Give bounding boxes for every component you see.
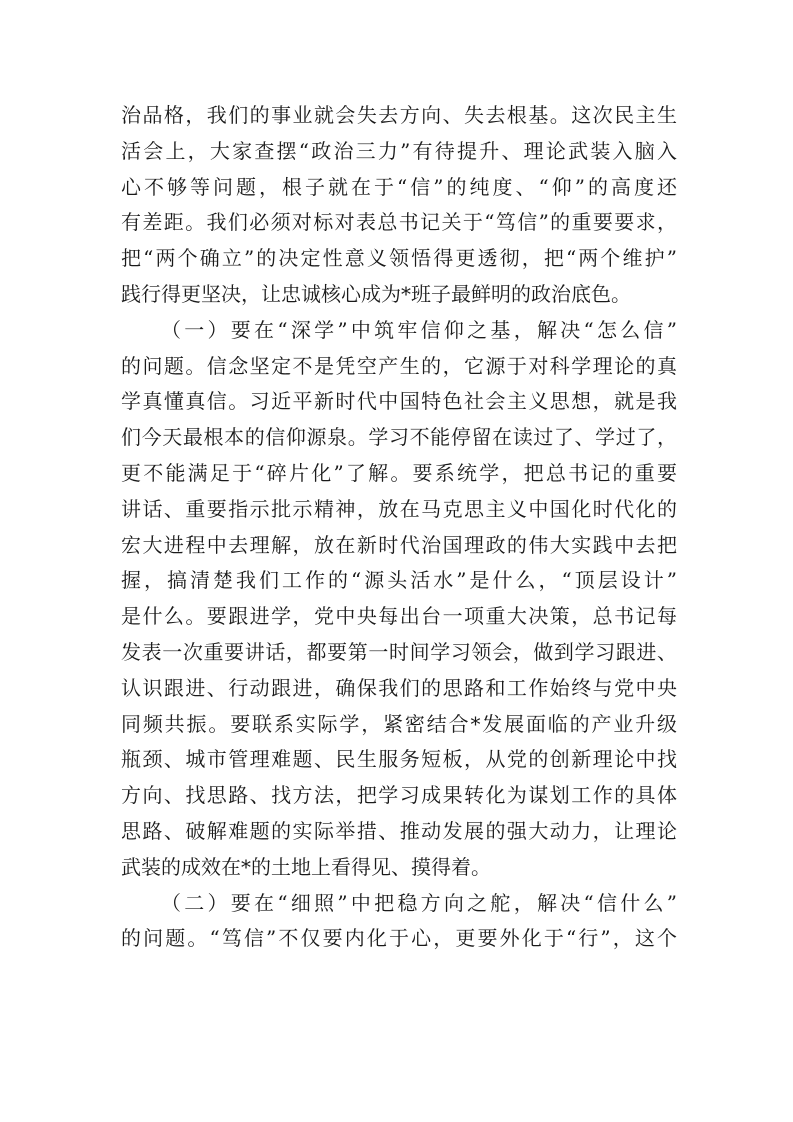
- text-line: 认识跟进、行动跟进，确保我们的思路和工作始终与党中央: [121, 675, 677, 700]
- section-heading-line: （二）要在“细照”中把稳方向之舵，解决“信什么”: [161, 890, 677, 915]
- text-line: 同频共振。要联系实际学，紧密结合*发展面临的产业升级: [121, 711, 677, 736]
- text-line: 们今天最根本的信仰源泉。学习不能停留在读过了、学过了，: [121, 425, 677, 450]
- text-line: 心不够等问题，根子就在于“信”的纯度、“仰”的高度还: [121, 174, 677, 199]
- text-line: 的问题。信念坚定不是凭空产生的，它源于对科学理论的真: [121, 353, 677, 378]
- text-line: 的问题。“笃信”不仅要内化于心，更要外化于“行”，这个: [121, 926, 677, 951]
- text-line: 是什么。要跟进学，党中央每出台一项重大决策，总书记每: [121, 604, 677, 629]
- text-line: 思路、破解难题的实际举措、推动发展的强大动力，让理论: [121, 818, 677, 843]
- text-line: 武装的成效在*的土地上看得见、摸得着。: [121, 854, 491, 879]
- text-line: 瓶颈、城市管理难题、民生服务短板，从党的创新理论中找: [121, 747, 677, 772]
- text-line: 学真懂真信。习近平新时代中国特色社会主义思想，就是我: [121, 389, 677, 414]
- text-line: 有差距。我们必须对标对表总书记关于“笃信”的重要要求，: [121, 210, 677, 235]
- text-line: 方向、找思路、找方法，把学习成果转化为谋划工作的具体: [121, 783, 677, 808]
- text-line: 发表一次重要讲话，都要第一时间学习领会，做到学习跟进、: [121, 639, 677, 664]
- text-line: 把“两个确立”的决定性意义领悟得更透彻，把“两个维护”: [121, 246, 677, 271]
- text-line: 践行得更坚决，让忠诚核心成为*班子最鲜明的政治底色。: [121, 281, 631, 306]
- text-line: 握，搞清楚我们工作的“源头活水”是什么，“顶层设计”: [121, 568, 677, 593]
- section-heading-line: （一）要在“深学”中筑牢信仰之基，解决“怎么信”: [161, 317, 677, 342]
- text-line: 治品格，我们的事业就会失去方向、失去根基。这次民主生: [121, 103, 677, 127]
- text-line: 更不能满足于“碎片化”了解。要系统学，把总书记的重要: [121, 460, 677, 485]
- body-text: [121, 98, 677, 957]
- text-line: 活会上，大家查摆“政治三力”有待提升、理论武装入脑入: [121, 138, 677, 163]
- text-line: 讲话、重要指示批示精神，放在马克思主义中国化时代化的: [121, 496, 677, 521]
- text-line: 宏大进程中去理解，放在新时代治国理政的伟大实践中去把: [121, 532, 677, 557]
